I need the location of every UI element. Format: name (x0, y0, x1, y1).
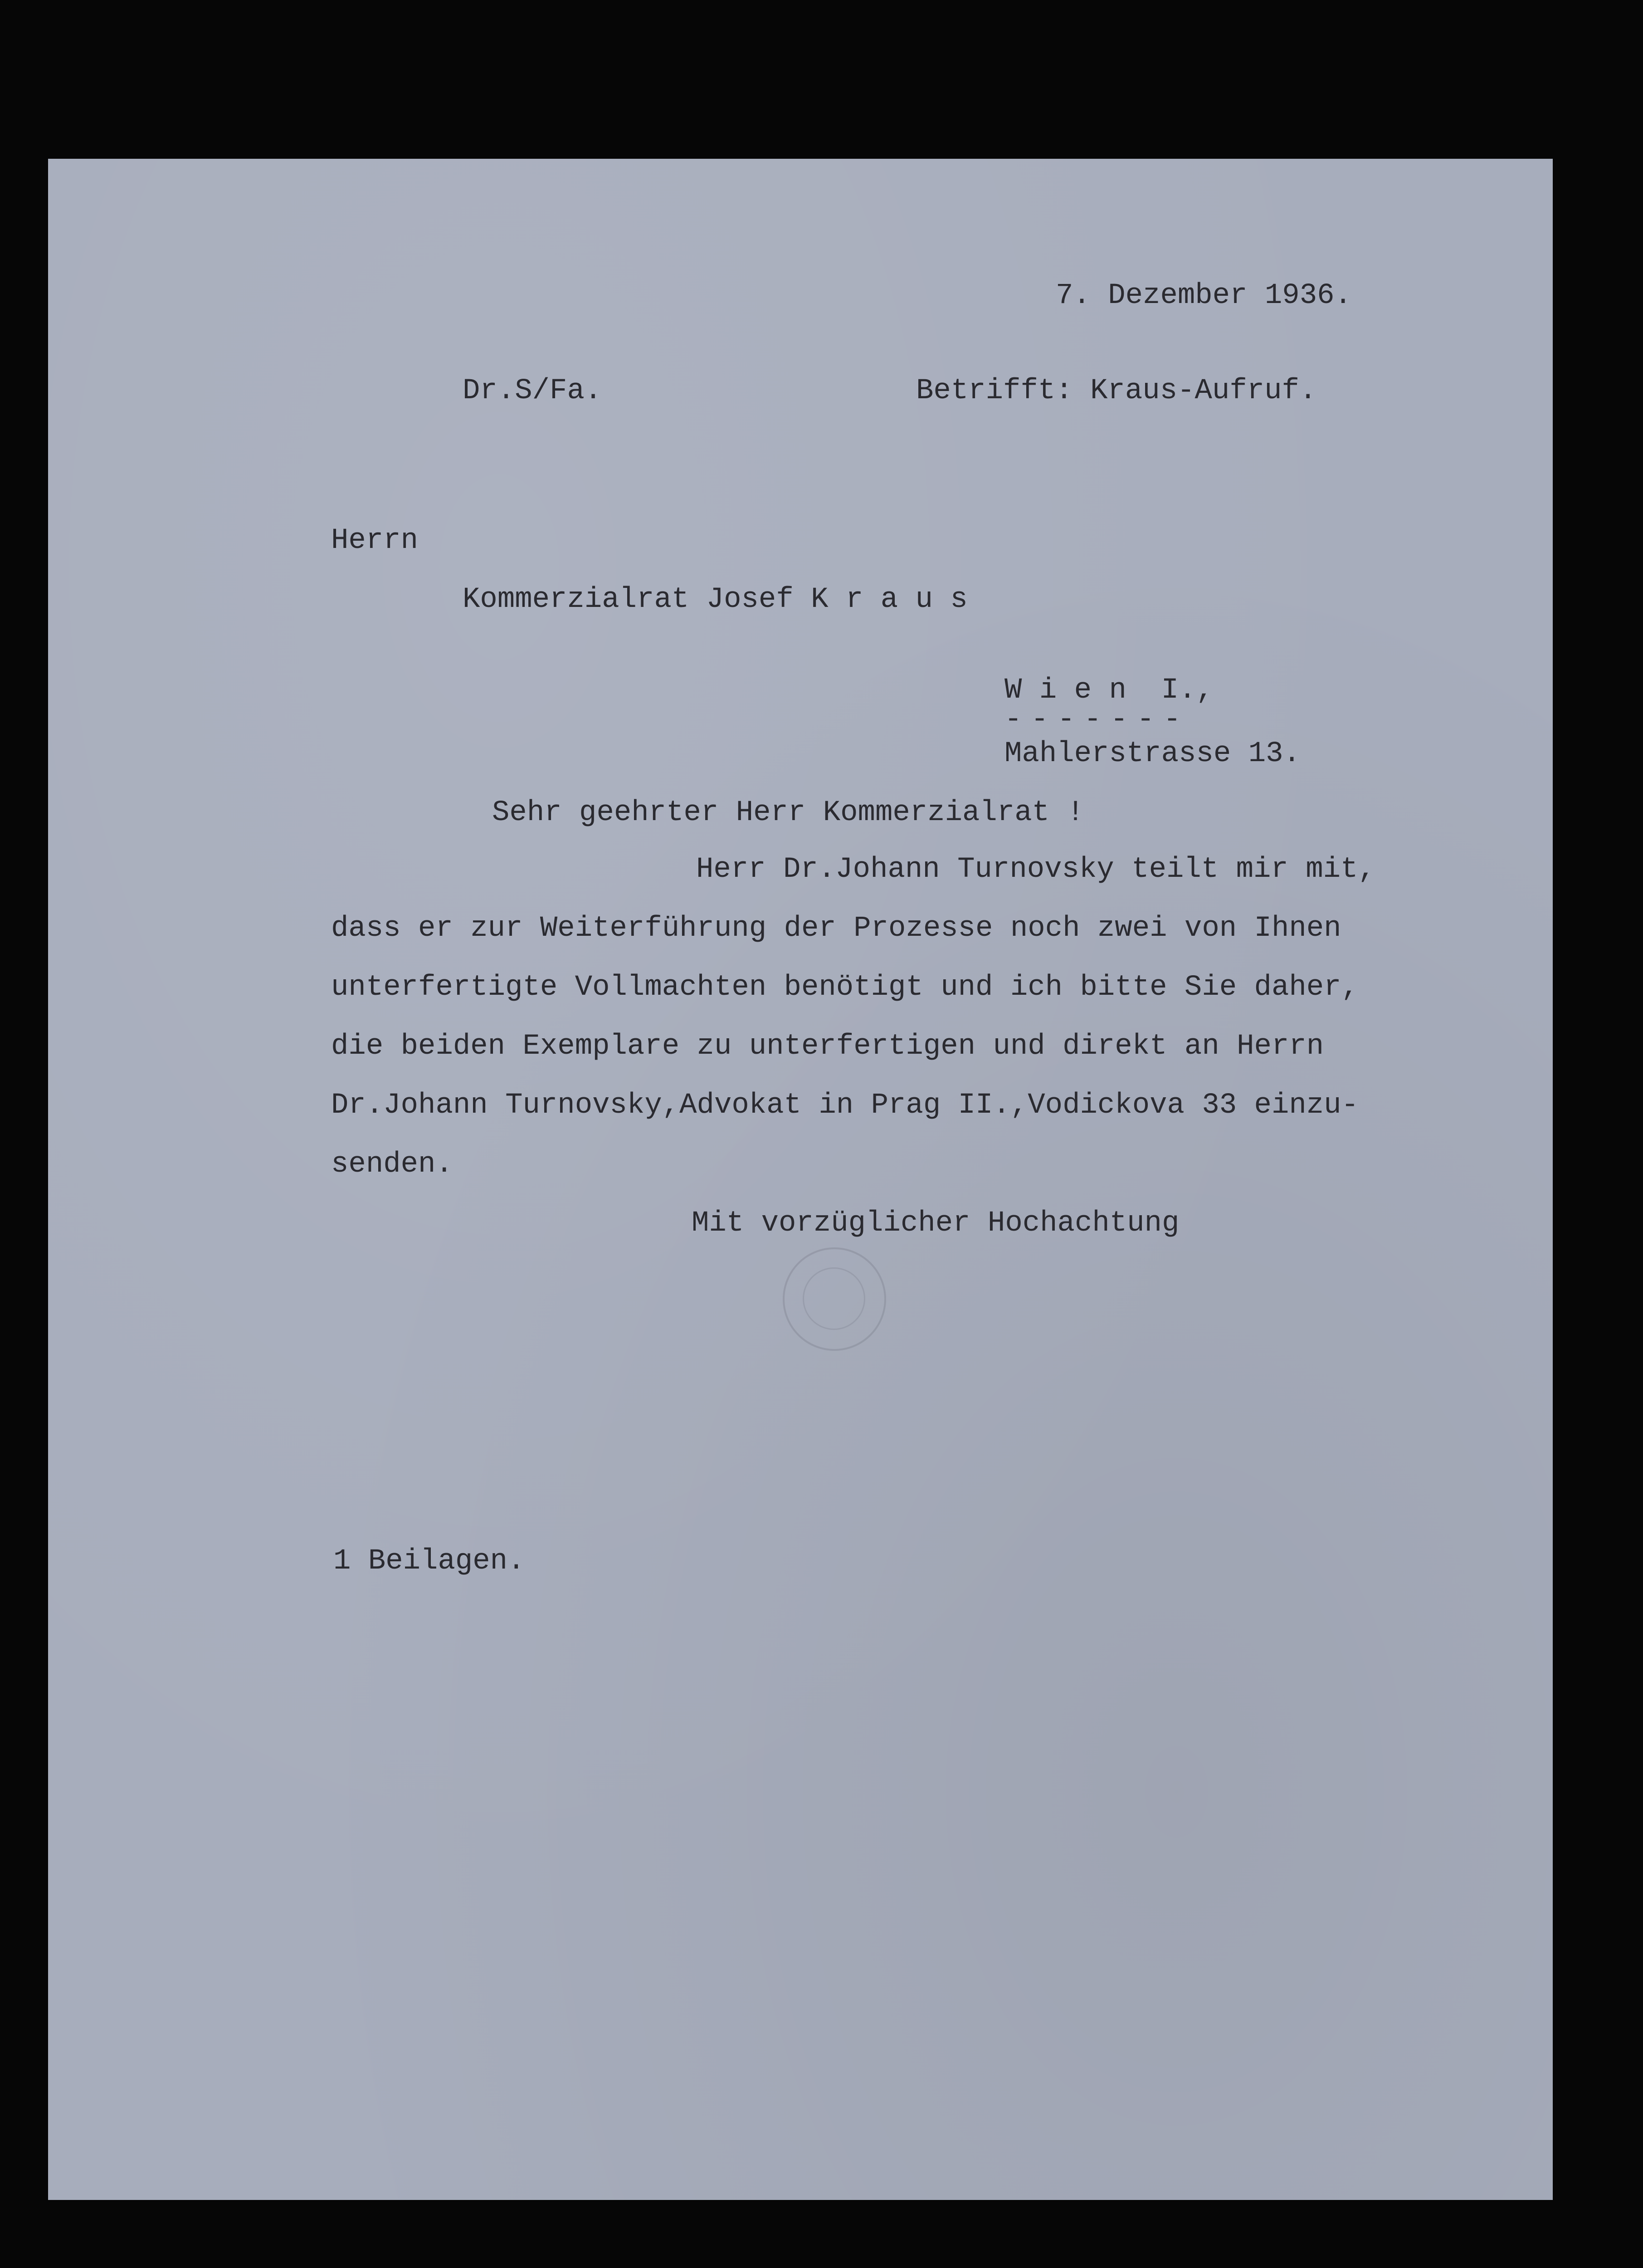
body-line: senden. (331, 1148, 453, 1181)
city-underline: ------- (1004, 704, 1190, 736)
faint-stamp-mark (783, 1247, 886, 1351)
salutation-title: Herrn (331, 524, 419, 557)
body-line: die beiden Exemplare zu unterfertigen und direkt an Herrn (331, 1030, 1324, 1063)
letter-page (48, 159, 1553, 2200)
greeting: Sehr geehrter Herr Kommerzialrat ! (492, 797, 1084, 829)
subject-line: Betrifft: Kraus-Aufruf. (916, 375, 1317, 407)
letter-date: 7. Dezember 1936. (1056, 279, 1352, 312)
body-line: Herr Dr.Johann Turnovsky teilt mir mit, (696, 853, 1375, 886)
body-line: unterfertigte Vollmachten benötigt und ich bitte Sie daher, (331, 971, 1359, 1004)
body-line: dass er zur Weiterführung der Prozesse noch zwei von Ihnen (331, 912, 1341, 945)
recipient-street: Mahlerstrasse 13. (1004, 738, 1301, 770)
faint-stamp-inner-ring (803, 1267, 865, 1330)
recipient-city: W i e n I., (1004, 674, 1214, 707)
closing-line: Mit vorzüglicher Hochachtung (692, 1207, 1180, 1240)
body-line: Dr.Johann Turnovsky,Advokat in Prag II.,Vodickova 33 einzu- (331, 1089, 1359, 1122)
enclosures-note: 1 Beilagen. (333, 1545, 525, 1578)
recipient-name: Kommerzialrat Josef K r a u s (463, 583, 968, 616)
reference-code: Dr.S/Fa. (463, 375, 602, 407)
